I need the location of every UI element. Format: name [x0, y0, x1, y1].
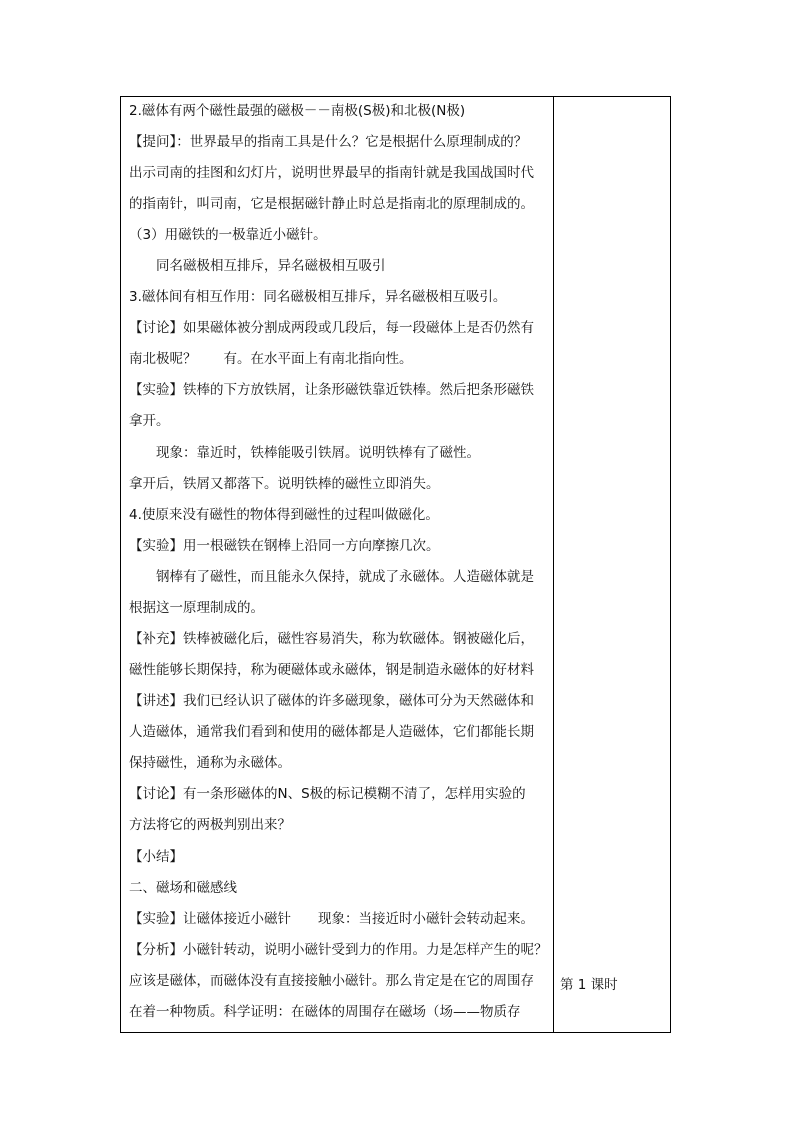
- lesson-table: [120, 96, 671, 1033]
- text-line-19: 磁性能够长期保持，称为硬磁体或永磁体，钢是制造永磁体的好材料: [129, 662, 534, 678]
- text-line-5: （3）用磁铁的一极靠近小磁针。: [129, 227, 327, 243]
- text-line-24: 方法将它的两极判别出来？: [129, 817, 291, 833]
- text-line-9: 南北极呢？ 有。在水平面上有南北指向性。: [129, 351, 413, 367]
- text-line-7: 3.磁体间有相互作用：同名磁极相互排斥，异名磁极相互吸引。: [129, 289, 507, 305]
- text-line-15: 【实验】用一根磁铁在钢棒上沿同一方向摩擦几次。: [129, 538, 440, 554]
- text-line-30: 在着一种物质。科学证明：在磁体的周围存在磁场（场——物质存: [129, 1004, 521, 1020]
- text-line-8: 【讨论】如果磁体被分割成两段或几段后，每一段磁体上是否仍然有: [129, 320, 534, 336]
- text-line-26: 二、磁场和磁感线: [129, 880, 237, 896]
- text-line-10: 【实验】铁棒的下方放铁屑，让条形磁铁靠近铁棒。然后把条形磁铁: [129, 382, 534, 398]
- text-line-20: 【讲述】我们已经认识了磁体的许多磁现象，磁体可分为天然磁体和: [129, 693, 534, 709]
- text-line-29: 应该是磁体，而磁体没有直接接触小磁针。那么肯定是在它的周围存: [129, 973, 534, 989]
- text-line-3: 出示司南的挂图和幻灯片，说明世界最早的指南针就是我国战国时代: [129, 165, 534, 181]
- lesson-content-cell: [121, 97, 553, 1032]
- text-line-13: 拿开后，铁屑又都落下。说明铁棒的磁性立即消失。: [129, 476, 440, 492]
- text-line-17: 根据这一原理制成的。: [129, 600, 264, 616]
- text-line-18: 【补充】铁棒被磁化后，磁性容易消失，称为软磁体。钢被磁化后，: [129, 631, 534, 647]
- text-line-21: 人造磁体，通常我们看到和使用的磁体都是人造磁体，它们都能长期: [129, 724, 534, 740]
- lesson-period-label: 第 1 课时: [560, 977, 618, 993]
- text-line-12: 现象：靠近时，铁棒能吸引铁屑。说明铁棒有了磁性。: [156, 445, 480, 461]
- text-line-25: 【小结】: [129, 849, 183, 865]
- text-line-14: 4.使原来没有磁性的物体得到磁性的过程叫做磁化。: [129, 507, 439, 523]
- text-line-23: 【讨论】有一条形磁体的N、S极的标记模糊不清了，怎样用实验的: [129, 786, 526, 802]
- text-line-2: 【提问】：世界最早的指南工具是什么？它是根据什么原理制成的？: [129, 134, 528, 150]
- lesson-side-cell: [554, 97, 670, 1032]
- text-line-28: 【分析】小磁针转动，说明小磁针受到力的作用。力是怎样产生的呢？: [129, 942, 548, 958]
- text-line-1: 2.磁体有两个磁性最强的磁极－－南极(S极)和北极(N极): [129, 103, 466, 119]
- text-line-16: 钢棒有了磁性，而且能永久保持，就成了永磁体。人造磁体就是: [156, 569, 534, 585]
- text-line-11: 拿开。: [129, 413, 170, 429]
- text-line-27: 【实验】让磁体接近小磁针 现象：当接近时小磁针会转动起来。: [129, 911, 534, 927]
- text-line-6: 同名磁极相互排斥，异名磁极相互吸引: [156, 258, 386, 274]
- text-line-4: 的指南针，叫司南，它是根据磁针静止时总是指南北的原理制成的。: [129, 196, 534, 212]
- text-line-22: 保持磁性，通称为永磁体。: [129, 755, 291, 771]
